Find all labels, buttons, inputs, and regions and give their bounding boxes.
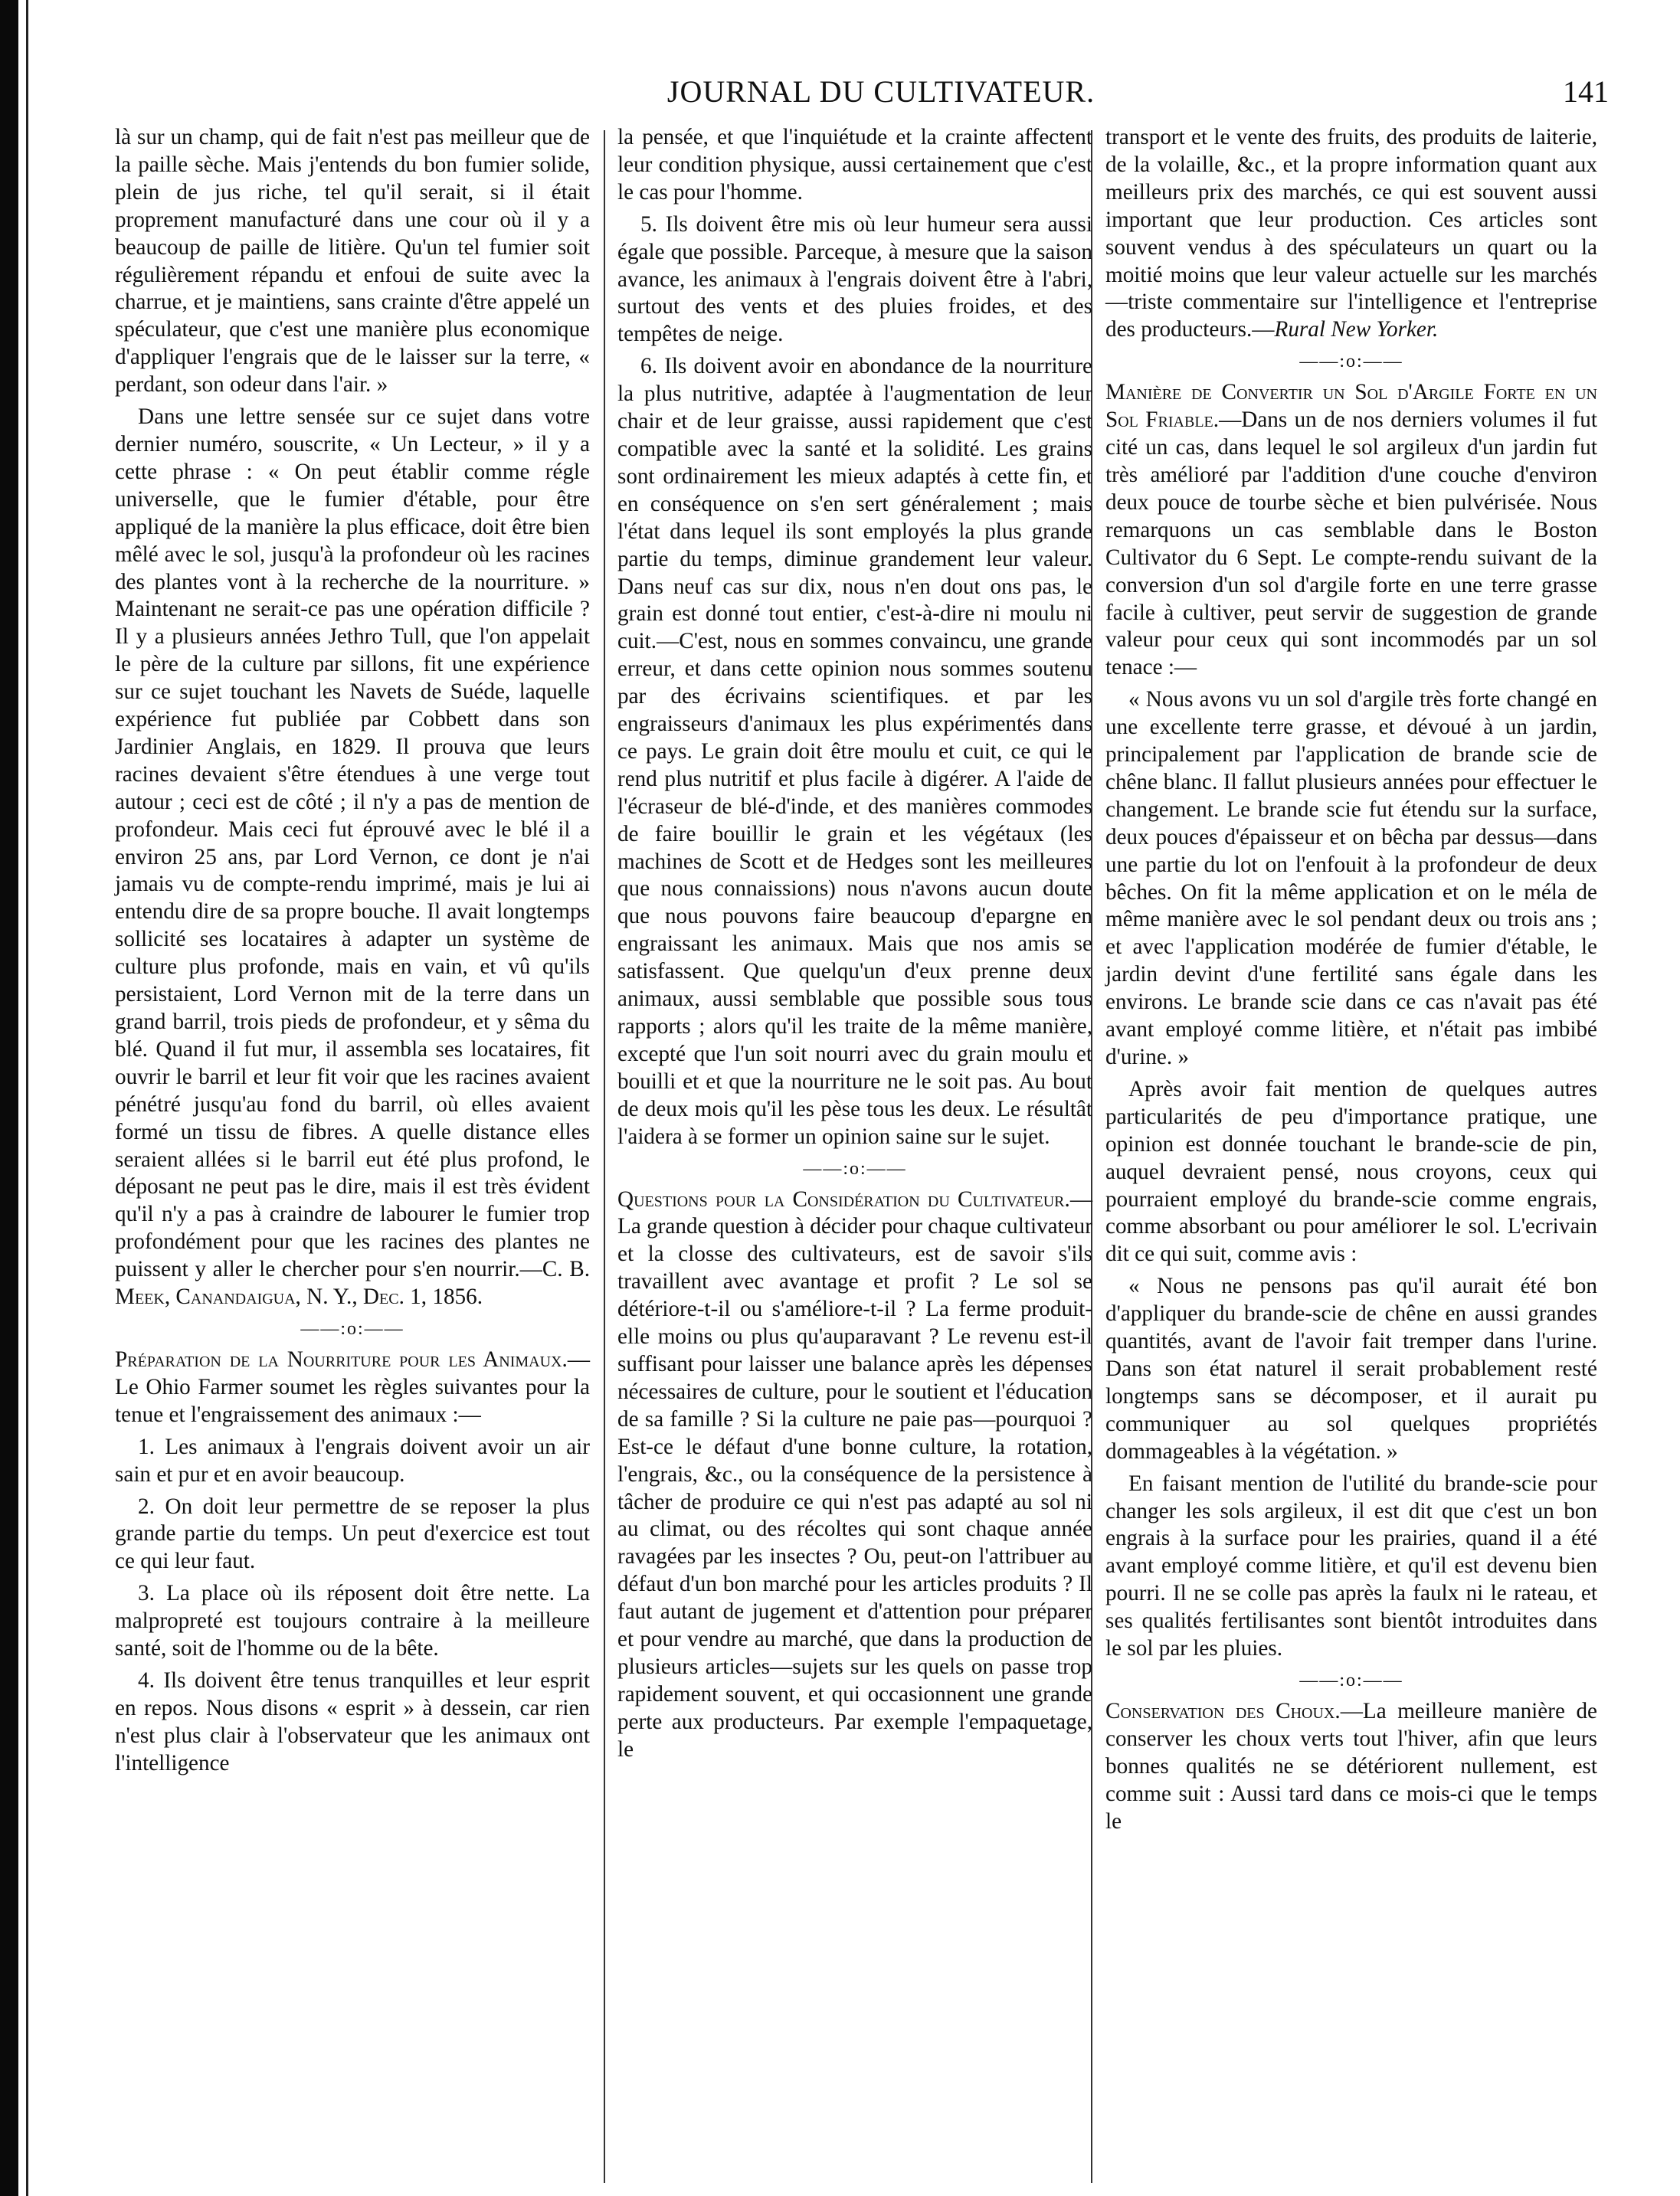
page-number: 141	[1563, 74, 1609, 109]
page-binding-edge	[0, 0, 18, 2196]
article	[115, 1347, 590, 1429]
article	[1105, 379, 1597, 682]
article-text: —Le Ohio Farmer soumet les règles suivantes pour la tenue et l'engraissement des animaux :—	[115, 1347, 590, 1427]
paragraph	[115, 404, 590, 1311]
article	[1105, 1698, 1597, 1836]
article-text: —La grande question à décider pour chaque cultivateur et la closse des cultivateurs, est de savoir s'ils travaillent avec avantage et profit ? Le sol se détériore-t-il ou s'améliore-t-il ? La ferme produit-elle moins ou plus qu'auparavant ? Le revenu est-il suffisant pour laisser une balance après les dépenses nécessaires de culture, pour le soutient et l'éducation de sa famille ? Si la culture ne paie pas—pourquoi ? Est-ce le défaut d'une bonne culture, la rotation, l'engrais, &c., ou la conséquence de la persistence à tâcher de produire ce qui n'est pas adapté au sol ni au climat, ou des récoltes qui sont chaque année ravagées par les insectes ? Ou, peut-on l'attribuer au défaut d'un bon marché pour les articles produits ? Il faut autant de jugement et d'attention pour préparer et pour vendre au marché, que dans la production de plusieurs articles—sujets sur les quels on passe trop rapidement souvent, et qui occasionnent une grande perte aux producteurs. Par exemple l'empaquetage, le	[617, 1186, 1092, 1762]
rule-item: 3. La place où ils réposent doit être nette. La malpropreté est toujours contraire à la meilleure santé, soit de l'homme ou de la bête.	[115, 1581, 590, 1661]
journal-title: JOURNAL DU CULTIVATEUR.	[666, 74, 1095, 109]
rule-item: 6. Ils doivent avoir en abondance de la nourriture la plus nutritive, adaptée à l'augmentation de leur chair et de leur graisse, aussi rapidement que c'est compatible avec la santé et la solidité. Les grains sont ordinairement les mieux adaptés à cette fin, et en conséquence on s'en sert généralement ; mais l'état dans lequel ils sont employés la plus grande partie du temps, diminue grandement leur valeur. Dans neuf cas sur dix, nous n'en dout ons pas, le grain est donné tout entier, c'est-à-dire ni moulu ni cuit.—C'est, nous en sommes convaincu, une grande erreur, et dans cette opinion nous sommes soutenu par des écrivains scientifiques. et par les engraisseurs d'animaux les plus expérimentés dans ce pays. Le grain doit être moulu et cuit, ce qui le rend plus nutritif et plus facile à digérer. A l'aide de l'écraseur de blé-d'inde, et des manières commodes de faire bouillir le grain et les végétaux (les machines de Scott et de Hedges sont les meilleures que nous connaissions) nous n'avons aucun doute que nous pouvons faire beaucoup d'epargne en engraissant les animaux. Mais que nos amis se satisfassent. Que quelqu'un d'eux prenne deux animaux, aussi semblable que possible sous tous rapports ; alors qu'il les traite de la même manière, excepté que l'un soit nourri avec du grain moulu et bouilli et et que la nourriture ne le soit pas. Au bout de deux mois qu'il les pèse tous les deux. Le résultât l'aidera à se former un opinion saine sur le sujet.	[617, 354, 1092, 1149]
column-2	[617, 124, 1092, 1769]
paragraph: là sur un champ, qui de fait n'est pas meilleur que de la paille sèche. Mais j'entends du bon fumier solide, plein de jus riche, tel qu'il serait, si il était proprement manufacturé dans une cour où il y a beaucoup de paille de litière. Qu'un tel fumier soit régulièrement répandu et enfoui de suite avec la charrue, et je maintiens, sans crainte d'être appelé un spéculateur, que c'est une manière plus economique d'appliquer l'engrais que de le laisser sur la terre, « perdant, son odeur dans l'air. »	[115, 125, 590, 398]
column-3	[1105, 124, 1597, 1840]
article-text: —Dans un de nos derniers volumes il fut cité un cas, dans lequel le sol argileux d'un jardin fut très amélioré par l'addition d'une couche d'environ deux pouce de tourbe sèche et bien pulvérisée. Nous remarquons un cas semblable dans le Boston Cultivator du 6 Sept. Le compte-rendu suivant de la conversion d'un sol d'argile forte en une terre grasse facile à cultiver, peut servir de suggestion de grande valeur pour ceux qui sont incommodés par un sol tenace :—	[1105, 407, 1597, 680]
page-margin-line	[26, 0, 28, 2196]
article-heading: Manière de Convertir un Sol d'Argile Forte en un Sol Friable.	[1105, 380, 1597, 433]
article-heading: Questions pour la Considération du Cultivateur.	[617, 1186, 1070, 1212]
rule-item: 4. Ils doivent être tenus tranquilles et leur esprit en repos. Nous disons « esprit » à dessein, car rien n'est plus clair à l'observateur que les animaux ont l'intelligence	[115, 1667, 590, 1775]
paragraph-text: Dans une lettre sensée sur ce sujet dans votre dernier numéro, souscrite, « Un Lecteur, » il y a cette phrase : « On peut établir comme régle universelle, que le fumier d'étable, pour être appliqué de la manière la plus efficace, doit être bien mêlé avec le sol, jusqu'à la profondeur où les racines des plantes vont à la recherche de la nourriture. » Maintenant ne serait-ce pas une opération difficile ? Il y a plusieurs années Jethro Tull, que l'on appelait le père de la culture par sillons, fit une expérience sur ce sujet touchant les Navets de Suéde, laquelle expérience fut publiée par Cobbett dans son Jardinier Anglais, en 1829. Il prouva que leurs racines devaient s'être étendues à une verge tout autour ; ceci est de côté ; il n'y a pas de mention de profondeur. Mais ceci fut éprouvé avec le blé il a environ 25 ans, par Lord Vernon, ce dont je n'ai jamais vu de compte-rendu imprimé, mais je lui ai entendu dire de sa propre bouche. Il avait longtemps sollicité ses locataires à adapter un système de culture plus profonde, mais en vain, et vû qu'ils persistaient, Lord Vernon mit de la terre dans un grand barril, trois pieds de profondeur, et y sêma du blé. Quand il fut mur, il assembla ses locataires, fit ouvrir le barril et leur fit voir que les racines avaient pénétré jusqu'au fond du barril, où elles avaient formé un tissu de fibres. A quelle distance elles seraient allées si le barril eut été plus profond, le déposant ne peut pas le dire, mais il est très évident qu'il n'y a pas à craindre de labourer le fumier trop profondément pour que les racines des plantes ne puissent y aller le chercher pour s'en nourrir.—	[115, 404, 590, 1282]
rule-item: 5. Ils doivent être mis où leur humeur sera aussi égale que possible. Parceque, à mesure que la saison avance, les animaux à l'engrais doivent être à l'abri, surtout des vents et des pluies froides, et des tempêtes de neige.	[617, 211, 1092, 347]
running-header	[115, 74, 1609, 119]
paragraph: la pensée, et que l'inquiétude et la crainte affectent leur condition physique, aussi certainement que c'est le cas pour l'homme.	[617, 125, 1092, 205]
article-heading: Conservation des Choux.	[1105, 1698, 1341, 1723]
section-separator: ——:o:——	[1299, 352, 1403, 372]
paragraph: En faisant mention de l'utilité du brande-scie pour changer les sols argileux, il est dit que c'est un bon engrais à la surface pour les prairies, quand il a été avant employé comme litière, et qu'il est devenu bien pourri. Il ne se colle pas après la faulx ni le rateau, et ses qualités fertilisantes sont bientôt introduites dans le sol par les pluies.	[1105, 1471, 1597, 1661]
paragraph-text: transport et le vente des fruits, des produits de laiterie, de la volaille, &c., et la propre information quant aux meilleurs prix des marchés, ce qui est souvent aussi important que leur production. Ces articles sont souvent vendus à des spéculateurs un quart ou la moitié moins que leur valeur actuelle sur les marchés—triste commentaire sur l'intelligence et l'entreprise des producteurs.—	[1105, 125, 1597, 342]
paragraph: Après avoir fait mention de quelques autres particularités de peu d'importance pratique, une opinion est donnée touchant le brande-scie de pin, auquel devraient pensé, nous croyons, ceux qui pourraient employé du brande-scie comme engrais, comme absorbant ou pour améliorer le sol. L'ecrivain dit ce qui suit, comme avis :	[1105, 1076, 1597, 1267]
rule-item: 2. On doit leur permettre de se reposer la plus grande partie du temps. Un peut d'exercice est tout ce qui leur faut.	[115, 1494, 590, 1574]
column-1	[115, 124, 590, 1782]
section-separator: ——:o:——	[300, 1318, 404, 1339]
article-text: —La meilleure manière de conserver les choux verts tout l'hiver, afin que leurs bonnes qualités ne se détériorent nullement, est comme suit : Aussi tard dans ce mois-ci que le temps le	[1105, 1698, 1597, 1834]
section-separator: ——:o:——	[1299, 1670, 1403, 1690]
column-rule	[604, 130, 605, 2183]
paragraph: « Nous avons vu un sol d'argile très forte changé en une excellente terre grasse, et dévoué à un jardin, principalement par l'application de brande scie de chêne blanc. Il fallut plusieurs années pour effectuer le changement. Le brande scie fut étendu sur la surface, deux pouces d'épaisseur et on bêcha par dessus—dans une partie du lot on l'enfouit à la profondeur de deux bêches. On fit la même application et on le méla de même manière avec le sol pendant deux ou trois ans ; et avec l'application modérée de fumier d'étable, le jardin devint d'une fertilité sans égale dans les environs. Le brande scie dans ce cas n'avait pas été avant employé comme litière, et n'était pas imbibé d'urine. »	[1105, 687, 1597, 1069]
source-credit: Rural New Yorker.	[1274, 317, 1439, 342]
rule-item: 1. Les animaux à l'engrais doivent avoir un air sain et pur et en avoir beaucoup.	[115, 1434, 590, 1487]
section-separator: ——:o:——	[803, 1158, 907, 1179]
article-heading: Préparation de la Nourriture pour les Animaux.	[115, 1347, 568, 1372]
signature: C. B. Meek, Canandaigua, N. Y., Dec. 1, 1856.	[115, 1257, 590, 1310]
article	[617, 1186, 1092, 1764]
paragraph: « Nous ne pensons pas qu'il aurait été bon d'appliquer du brande-scie de chêne en aussi grandes quantités, avant de l'avoir fait tremper dans l'urine. Dans son état naturel il serait probablement resté longtemps sans se décomposer, et il aurait pu communiquer au sol quelques propriétés dommageables à la végétation. »	[1105, 1274, 1597, 1464]
paragraph	[1105, 124, 1597, 344]
